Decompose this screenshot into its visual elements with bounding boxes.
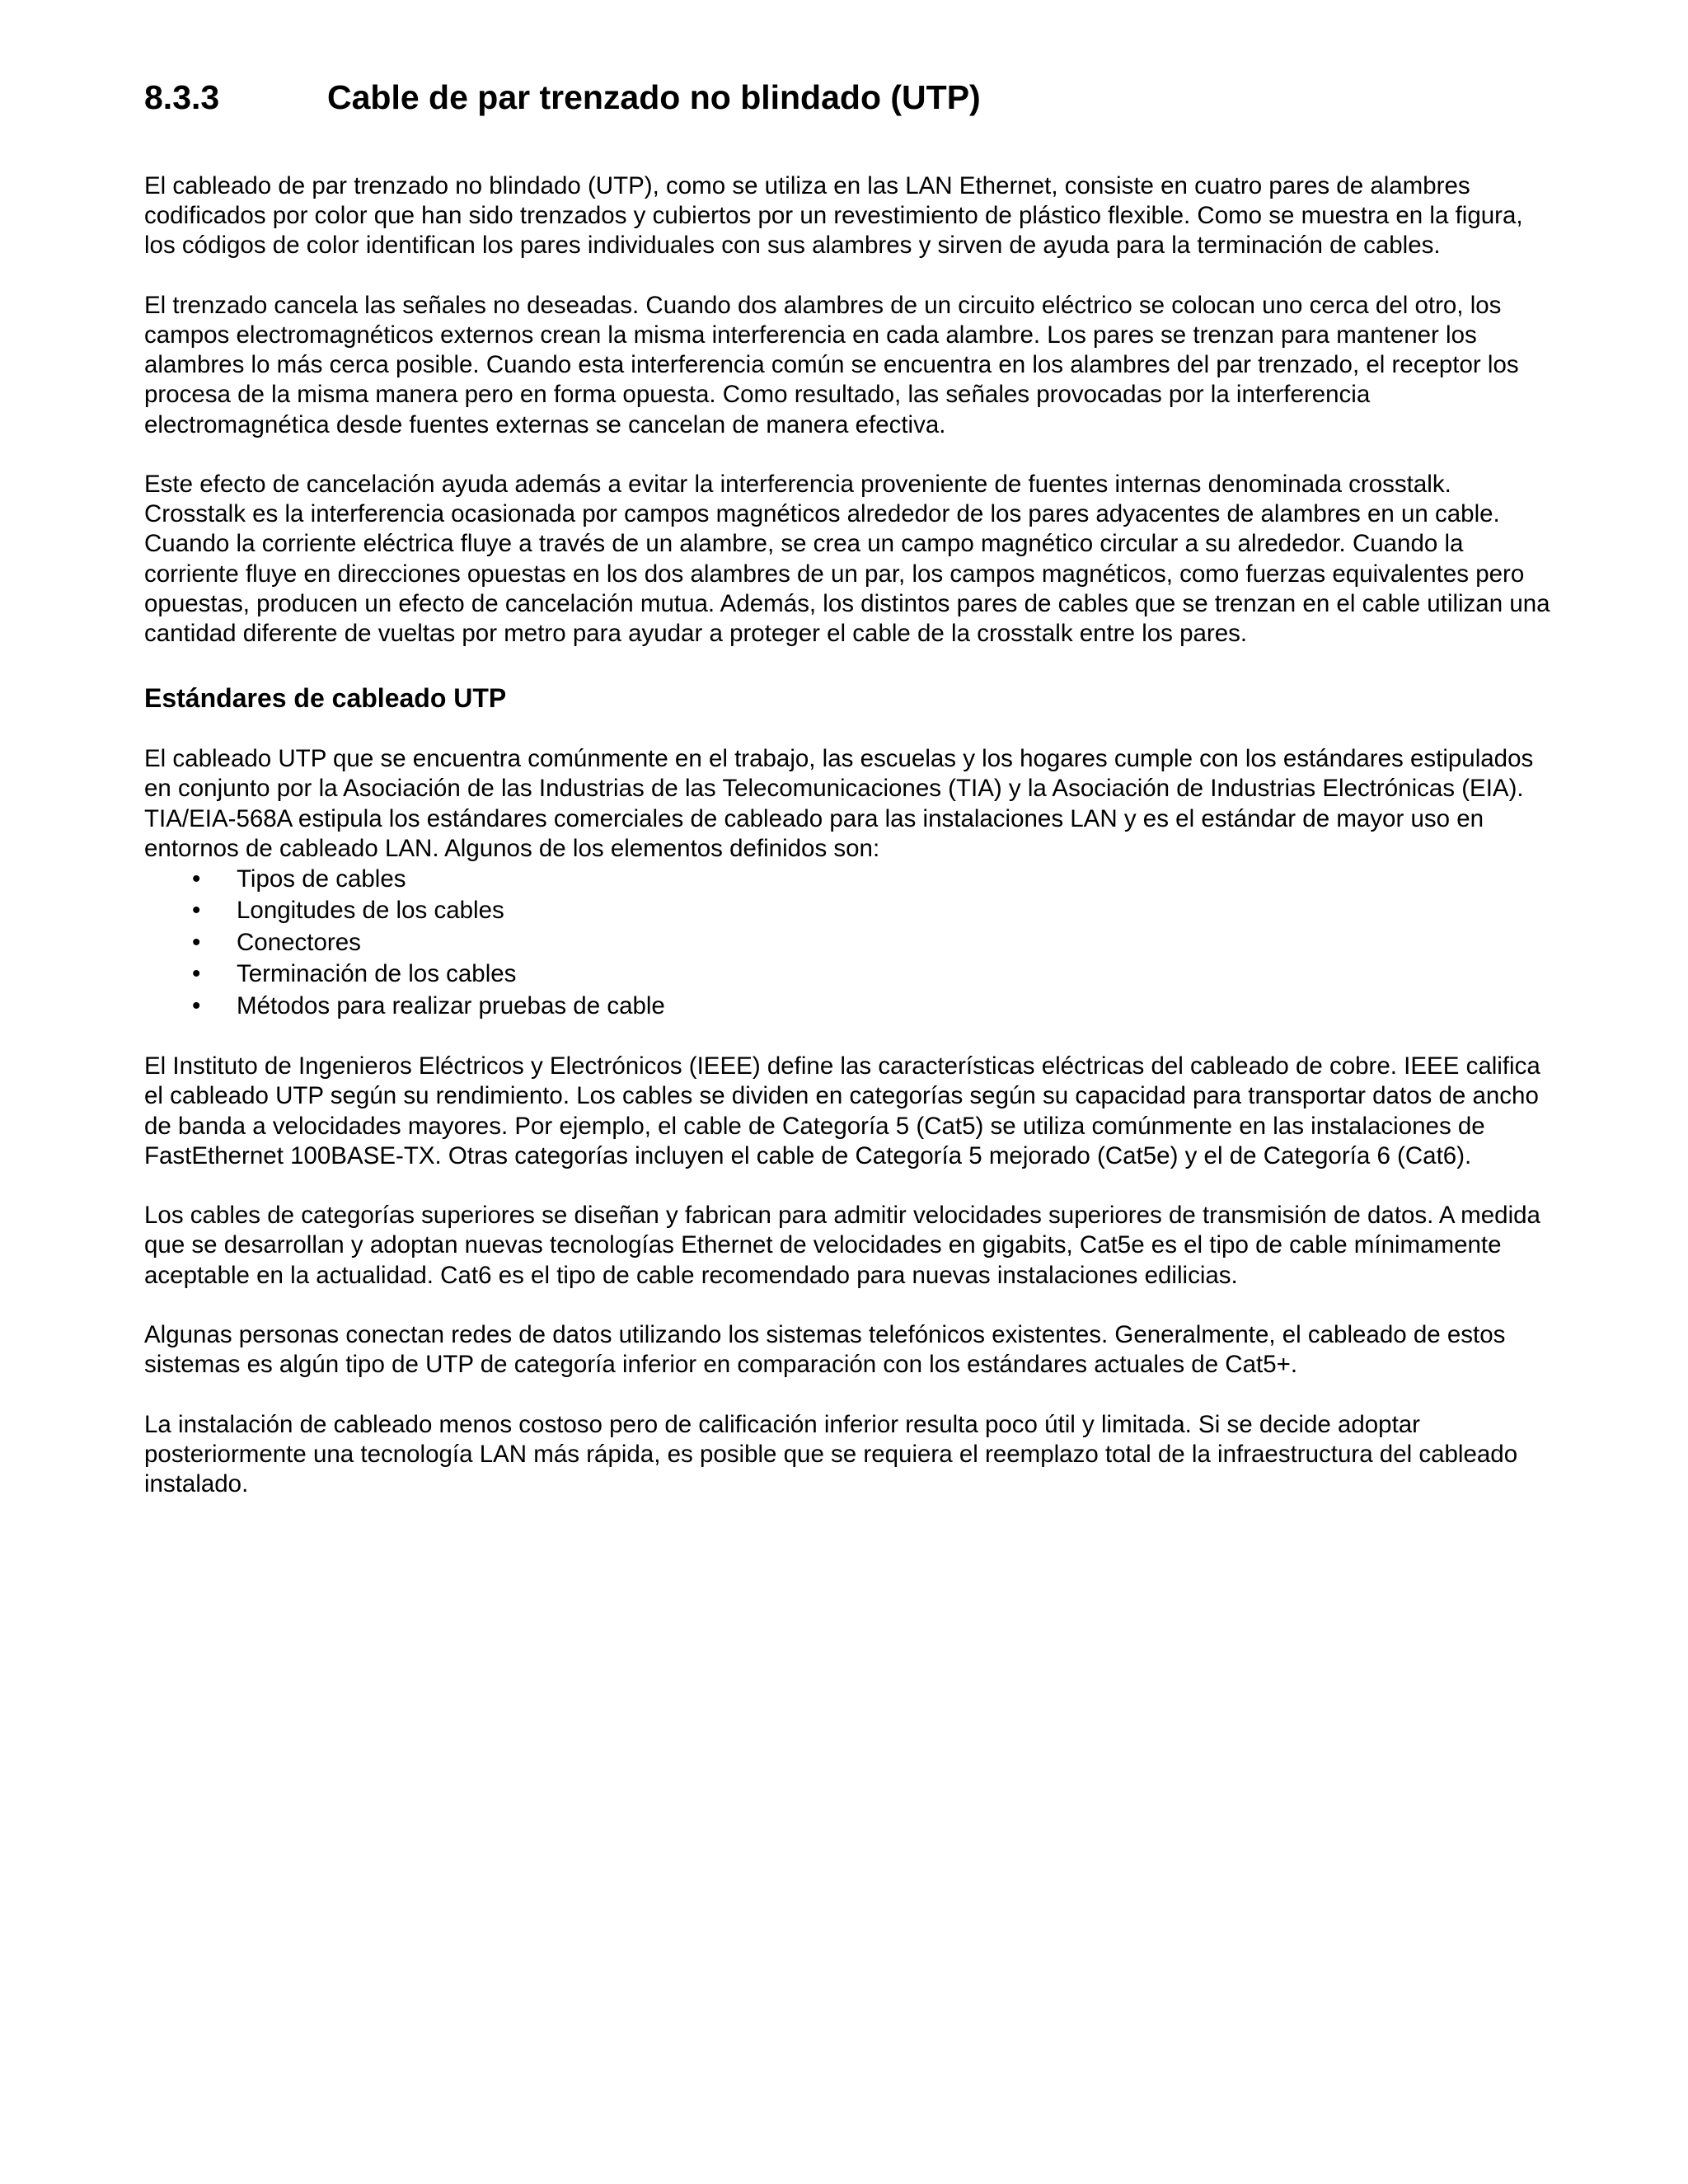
list-item-text: Métodos para realizar pruebas de cable: [237, 991, 665, 1019]
list-item-text: Longitudes de los cables: [237, 897, 504, 925]
paragraph-ieee: El Instituto de Ingenieros Eléctricos y Electrónicos (IEEE) define las características eléctricas del cableado de cobre. IEEE califica el cableado UTP según su rendimiento. Los cables se dividen en categorías según su capacidad para transportar datos de ancho de banda a velocidades mayores. Por ejemplo, el cable de Categoría 5 (Cat5) se utiliza comúnmente en las instalaciones de FastEthernet 100BASE-TX. Otras categorías incluyen el cable de Categoría 5 mejorado (Cat5e) y el de Categoría 6 (Cat6).: [144, 1052, 1540, 1169]
bullet-icon: •: [192, 928, 201, 956]
elements-list: [144, 864, 1554, 1022]
bullet-icon: •: [192, 865, 201, 893]
bullet-icon: •: [192, 897, 201, 925]
list-item: [144, 864, 1554, 895]
bullet-icon: •: [192, 960, 201, 988]
subheading-standards: Estándares de cableado UTP: [144, 683, 507, 714]
paragraph-cheaper-cabling: La instalación de cableado menos costoso pero de calificación inferior resulta poco útil y limitada. Si se decide adoptar posteriormente una tecnología LAN más rápida, es posible que se requiera el reemplazo total de la infraestructura del cableado instalado.: [144, 1410, 1518, 1498]
list-item: [144, 895, 1554, 926]
list-item-text: Conectores: [237, 928, 361, 956]
paragraph-twisting: El trenzado cancela las señales no deseadas. Cuando dos alambres de un circuito eléctrico se colocan uno cerca del otro, los campos electromagnéticos externos crean la misma interferencia en cada alambre. Los pares se trenzan para mantener los alambres lo más cerca posible. Cuando esta interferencia común se encuentra en los alambres del par trenzado, el receptor los procesa de la misma manera pero en forma opuesta. Como resultado, las señales provocadas por la interferencia electromagnética desde fuentes externas se cancelan de manera efectiva.: [144, 291, 1519, 438]
bullet-icon: •: [192, 991, 201, 1019]
paragraph-utp-intro: El cableado de par trenzado no blindado (UTP), como se utiliza en las LAN Ethernet, consiste en cuatro pares de alambres codificados por color que han sido trenzados y cubiertos por un revestimiento de plástico flexible. Como se muestra en la figura, los códigos de color identifican los pares individuales con sus alambres y sirven de ayuda para la terminación de cables.: [144, 172, 1523, 260]
document-page: [144, 74, 1554, 1529]
list-item-text: Tipos de cables: [237, 865, 406, 893]
list-item: [144, 958, 1554, 990]
section-number: 8.3.3: [144, 78, 220, 116]
list-item: [144, 927, 1554, 958]
section-heading: [144, 74, 1554, 120]
paragraph-standards: El cableado UTP que se encuentra comúnmente en el trabajo, las escuelas y los hogares cumple con los estándares estipulados en conjunto por la Asociación de las Industrias de las Telecomunicaciones (TIA) y la Asociación de Industrias Electrónicas (EIA). TIA/EIA-568A estipula los estándares comerciales de cableado para las instalaciones LAN y es el estándar de mayor uso en entornos de cableado LAN. Algunos de los elementos definidos son:: [144, 745, 1534, 862]
list-item: [144, 991, 1554, 1022]
paragraph-higher-categories: Los cables de categorías superiores se diseñan y fabrican para admitir velocidades superiores de transmisión de datos. A medida que se desarrollan y adoptan nuevas tecnologías Ethernet de velocidades en gigabits, Cat5e es el tipo de cable mínimamente aceptable en la actualidad. Cat6 es el tipo de cable recomendado para nuevas instalaciones edilicias.: [144, 1202, 1540, 1289]
paragraph-crosstalk: Este efecto de cancelación ayuda además a evitar la interferencia proveniente de fuentes internas denominada crosstalk. Crosstalk es la interferencia ocasionada por campos magnéticos alrededor de los pares adyacentes de alambres en un cable. Cuando la corriente eléctrica fluye a través de un alambre, se crea un campo magnético circular a su alrededor. Cuando la corriente fluye en direcciones opuestas en los dos alambres de un par, los campos magnéticos, como fuerzas equivalentes pero opuestas, producen un efecto de cancelación mutua. Además, los distintos pares de cables que se trenzan en el cable utilizan una cantidad diferente de vueltas por metro para ayudar a proteger el cable de la crosstalk entre los pares.: [144, 471, 1550, 648]
section-title: Cable de par trenzado no blindado (UTP): [327, 78, 981, 116]
paragraph-telephone-systems: Algunas personas conectan redes de datos utilizando los sistemas telefónicos existentes. Generalmente, el cableado de estos sistemas es algún tipo de UTP de categoría inferior en comparación con los estándares actuales de Cat5+.: [144, 1321, 1506, 1379]
list-item-text: Terminación de los cables: [237, 960, 517, 988]
